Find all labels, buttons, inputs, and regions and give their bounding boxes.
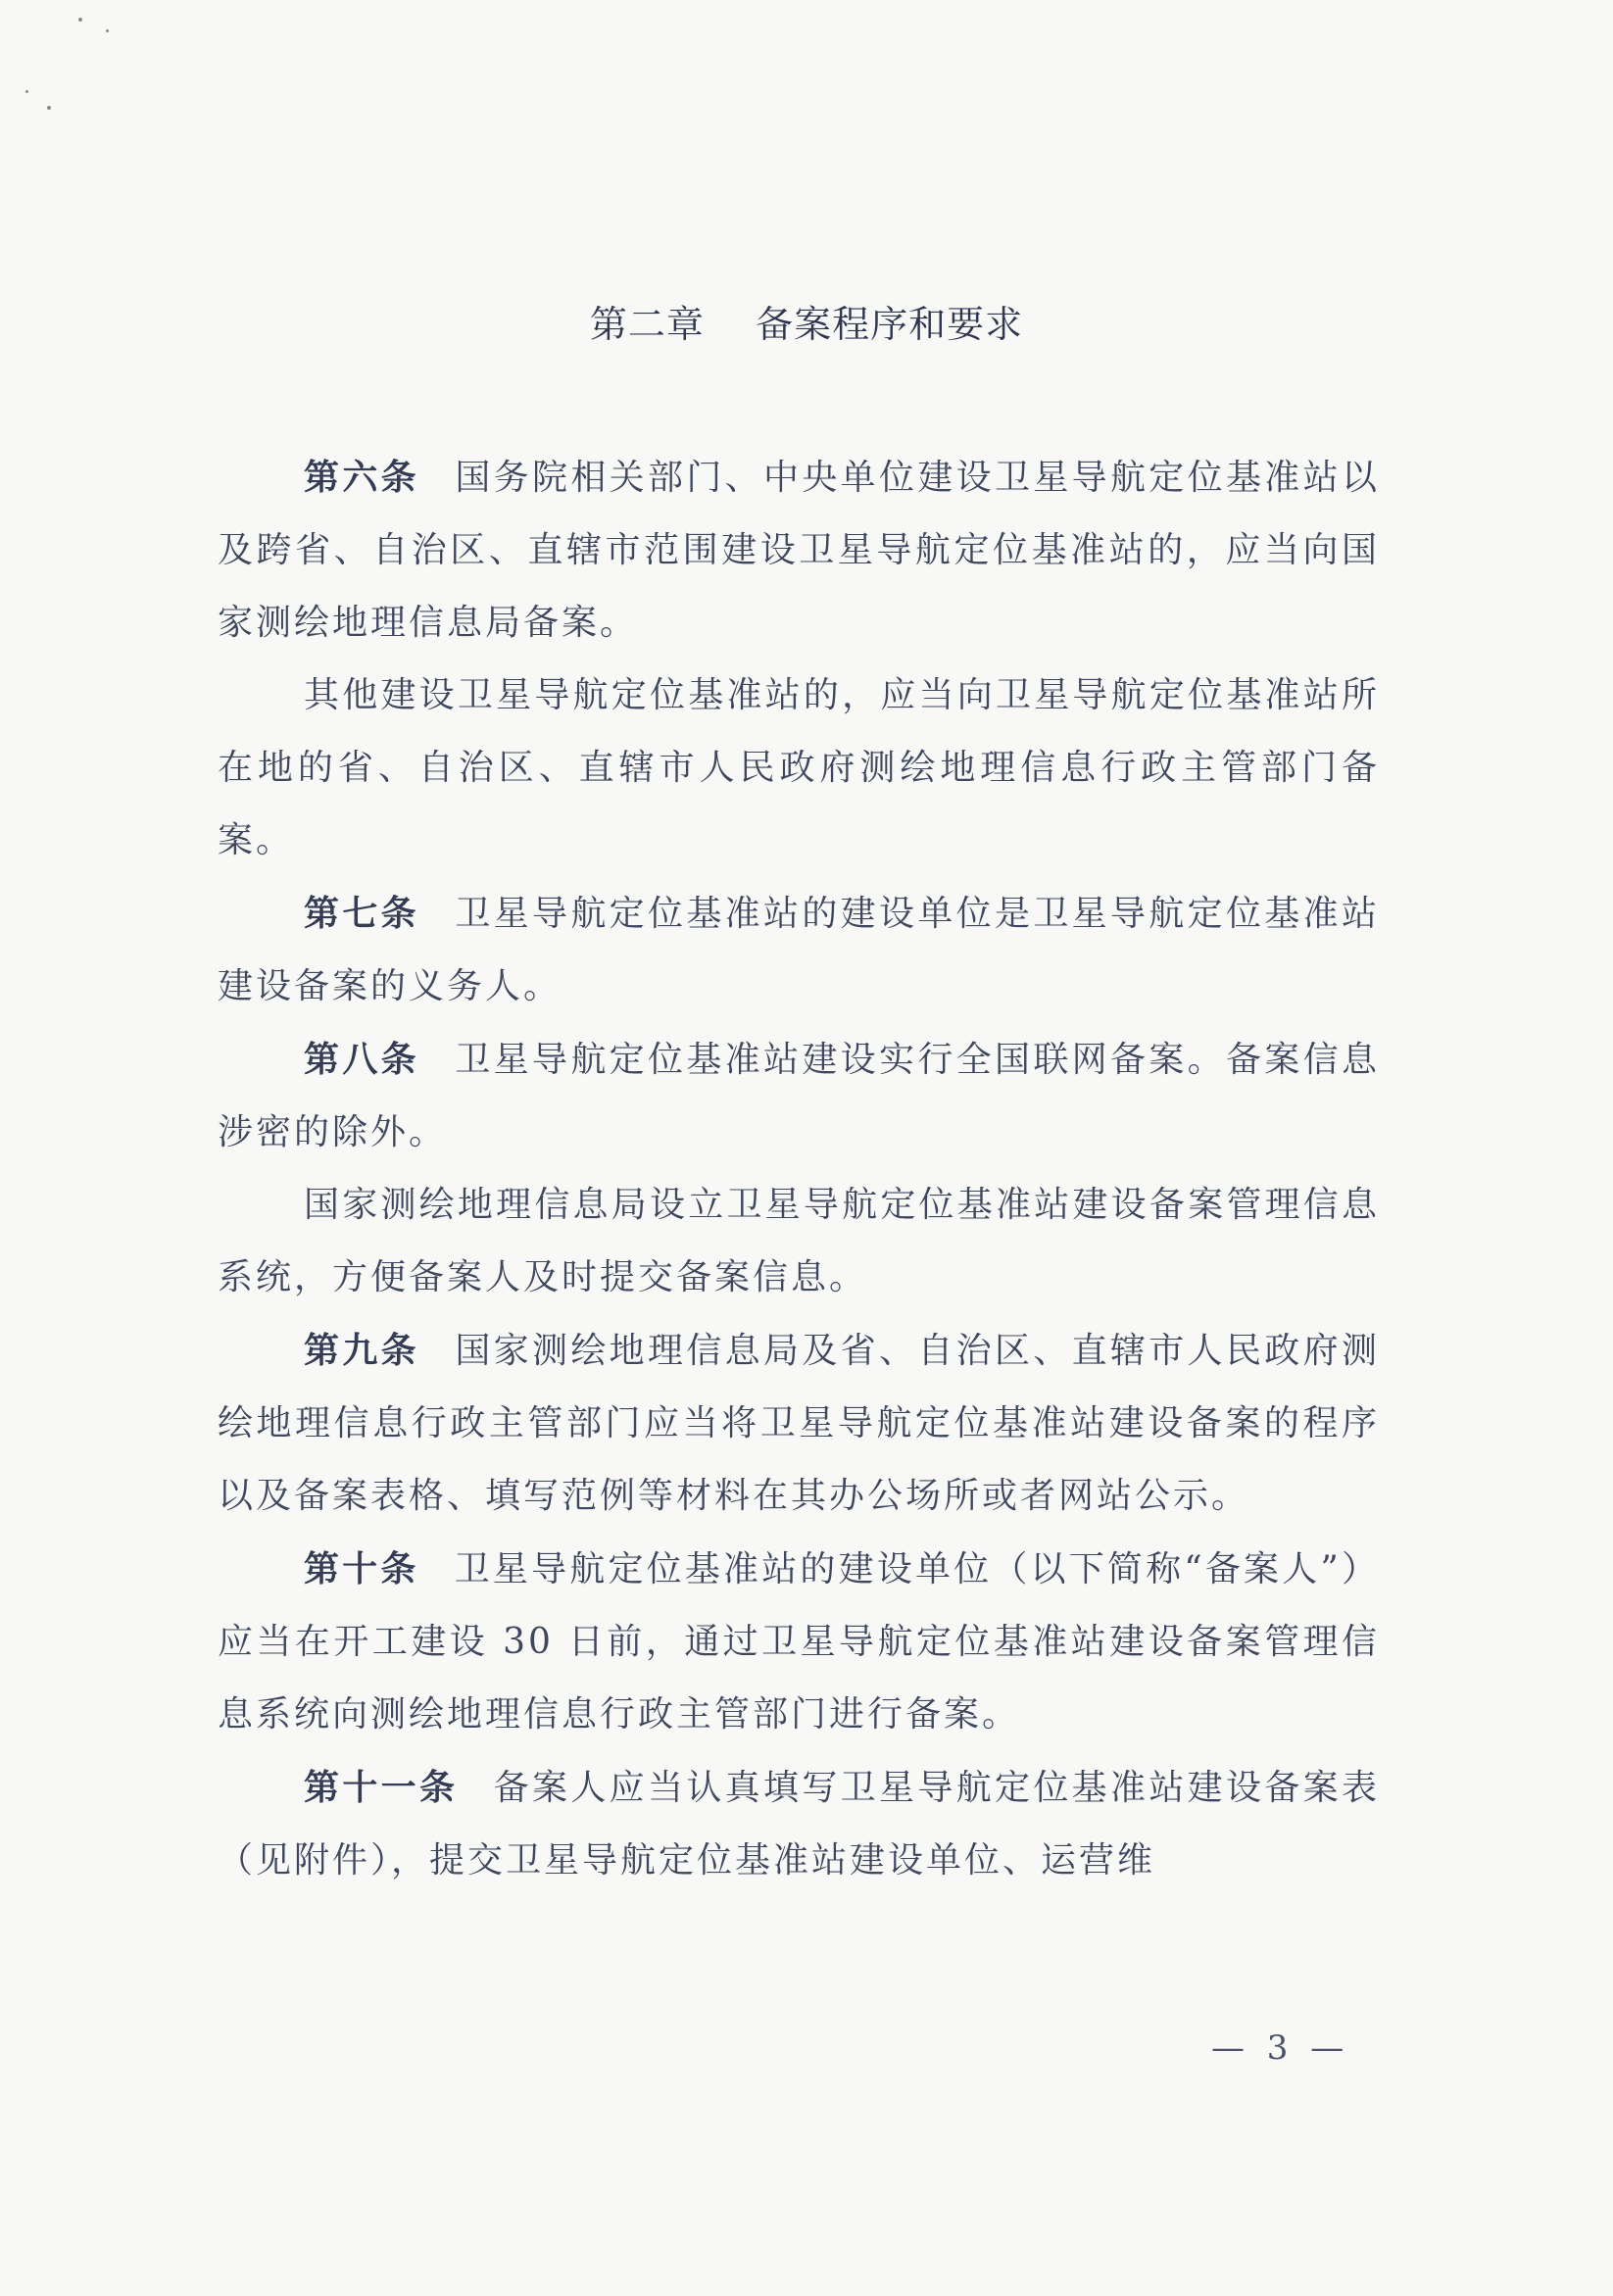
page-number: — 3 — [1211,2028,1350,2068]
paragraph-text: 卫星导航定位基准站的建设单位（以下简称“备案人”）应当在开工建设 30 日前，通过卫星导航定位基准站建设备案管理信息系统向测绘地理信息行政主管部门进行备案。 [218,1549,1380,1734]
paragraph-text: 国家测绘地理信息局设立卫星导航定位基准站建设备案管理信息系统，方便备案人及时提交备案信息。 [218,1185,1380,1297]
paragraph-article-10 [218,1533,1380,1751]
article-label: 第六条 [304,457,419,498]
paragraph-text: 备案人应当认真填写卫星导航定位基准站建设备案表（见附件），提交卫星导航定位基准站建设单位、运营维 [218,1768,1380,1881]
scan-speck [47,106,51,110]
scan-speck [25,90,28,93]
article-label: 第九条 [304,1330,419,1371]
chapter-title: 第二章 备案程序和要求 [589,303,1024,346]
scan-speck [78,18,82,22]
paragraph-text: 国务院相关部门、中央单位建设卫星导航定位基准站以及跨省、自治区、直辖市范围建设卫星导航定位基准站的，应当向国家测绘地理信息局备案。 [218,458,1380,643]
paragraph-text: 卫星导航定位基准站的建设单位是卫星导航定位基准站建设备案的义务人。 [218,894,1380,1006]
paragraph-article-11 [218,1751,1380,1897]
article-label: 第八条 [304,1039,419,1080]
paragraph-article-9 [218,1314,1380,1533]
paragraph-text: 其他建设卫星导航定位基准站的，应当向卫星导航定位基准站所在地的省、自治区、直辖市人民政府测绘地理信息行政主管部门备案。 [218,675,1380,860]
document-body [218,441,1380,1897]
paragraph-article-8 [218,1023,1380,1169]
paragraph-article-8-cont [218,1169,1380,1314]
paragraph-article-7 [218,877,1380,1023]
scan-speck [106,29,109,32]
article-label: 第七条 [304,893,419,934]
paragraph-article-6 [218,441,1380,659]
article-label: 第十条 [304,1548,419,1589]
paragraph-text: 国家测绘地理信息局及省、自治区、直辖市人民政府测绘地理信息行政主管部门应当将卫星导航定位基准站建设备案的程序以及备案表格、填写范例等材料在其办公场所或者网站公示。 [218,1331,1380,1516]
article-label: 第十一条 [304,1767,459,1808]
paragraph-article-6-cont [218,659,1380,877]
paragraph-text: 卫星导航定位基准站建设实行全国联网备案。备案信息涉密的除外。 [218,1040,1380,1152]
